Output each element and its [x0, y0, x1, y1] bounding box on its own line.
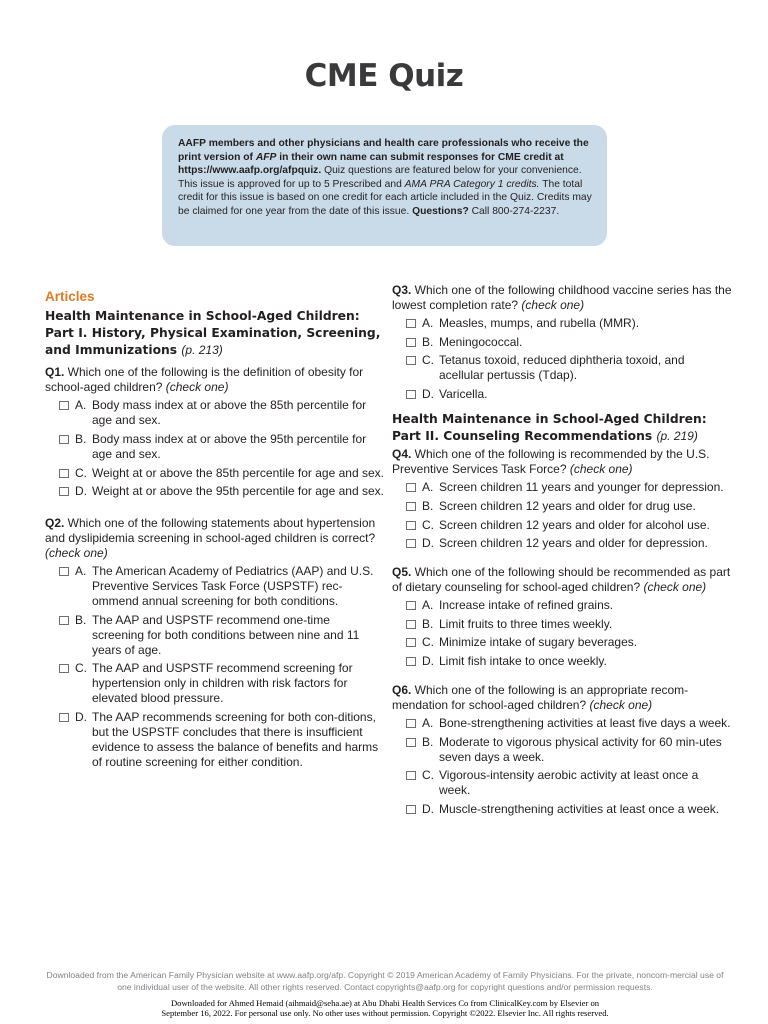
q2-stem: [45, 516, 385, 561]
question-q3: [392, 283, 732, 402]
checkbox-icon[interactable]: [406, 738, 416, 747]
right-column: [392, 283, 732, 820]
q1-hint: (check one): [165, 380, 229, 395]
checkbox-icon[interactable]: [406, 638, 416, 647]
option-text: Screen children 11 years and younger for depression.: [439, 480, 724, 495]
checkbox-icon[interactable]: [59, 435, 69, 444]
articles-label: Articles: [45, 289, 95, 304]
checkbox-icon[interactable]: [406, 620, 416, 629]
q1-stem: [45, 365, 385, 395]
option-text: The AAP and USPSTF recommend screening for hypertension only in children with risk factors for elevated blood pressure.: [92, 661, 353, 706]
q6-option[interactable]: [392, 802, 732, 817]
q5-stem-text: Which one of the following should be recommended as part of dietary counseling for school-aged children?: [392, 565, 731, 595]
q1-options: [45, 398, 385, 499]
checkbox-icon[interactable]: [406, 601, 416, 610]
option-text: Weight at or above the 95th percentile for age and sex.: [92, 484, 384, 499]
q5-hint: (check one): [643, 580, 707, 595]
q6-hint: (check one): [589, 697, 653, 712]
q3-stem: [392, 283, 732, 313]
option-letter: C.: [422, 768, 434, 783]
option-text: Minimize intake of sugary beverages.: [439, 635, 638, 650]
q4-option[interactable]: [392, 536, 732, 551]
q5-option[interactable]: [392, 598, 732, 613]
q6-stem-text: Which one of the following is an appropriate recom-mendation for school-aged children?: [392, 682, 689, 712]
option-text: Moderate to vigorous physical activity for 60 min-utes seven days a week.: [439, 734, 722, 764]
q5-option[interactable]: [392, 617, 732, 632]
checkbox-icon[interactable]: [406, 356, 416, 365]
option-letter: D.: [422, 653, 434, 668]
checkbox-icon[interactable]: [406, 521, 416, 530]
q6-stem: [392, 683, 732, 713]
option-letter: A.: [422, 480, 434, 495]
download-line-1: Downloaded for Ahmed Hemaid (aihmaid@seha.ae) at Abu Dhabi Health Services Co from ClinicalKey.com by Elsevier on: [170, 998, 600, 1008]
q3-number: Q3.: [392, 283, 412, 297]
download-line-2: September 16, 2022. For personal use only. No other uses without permission. Copyright ©2022. Elsevier Inc. All rights reserved.: [161, 1008, 609, 1018]
q4-option[interactable]: [392, 518, 732, 533]
checkbox-icon[interactable]: [406, 390, 416, 399]
q2-option[interactable]: [45, 661, 385, 706]
article2-page: (p. 219): [656, 428, 698, 443]
q1-option[interactable]: [45, 432, 385, 462]
checkbox-icon[interactable]: [59, 567, 69, 576]
q3-stem-text: Which one of the following childhood vaccine series has the lowest completion rate?: [392, 283, 732, 312]
checkbox-icon[interactable]: [59, 713, 69, 722]
option-text: Measles, mumps, and rubella (MMR).: [439, 316, 640, 330]
checkbox-icon[interactable]: [59, 664, 69, 673]
article2-title: [392, 411, 732, 445]
option-text: The AAP and USPSTF recommend one-time screening for both conditions between nine and 11 years of age.: [92, 612, 360, 657]
q4-hint: (check one): [569, 462, 633, 477]
info-phone: Call 800-274-2237.: [468, 205, 560, 217]
option-text: Varicella.: [439, 386, 488, 401]
checkbox-icon[interactable]: [406, 657, 416, 666]
option-letter: D.: [75, 484, 87, 499]
q4-options: [392, 480, 732, 551]
q1-option[interactable]: [45, 398, 385, 428]
q6-number: Q6.: [392, 682, 412, 697]
q5-number: Q5.: [392, 565, 412, 580]
q3-option[interactable]: [392, 387, 732, 402]
option-letter: D.: [422, 536, 434, 551]
q4-stem-text: Which one of the following is recommended by the U.S. Preventive Services Task Force?: [392, 447, 710, 477]
option-text: Limit fruits to three times weekly.: [439, 616, 613, 631]
info-afp: AFP: [255, 151, 277, 163]
option-letter: B.: [75, 612, 87, 627]
option-letter: C.: [422, 517, 434, 532]
option-text: Screen children 12 years and older for alcohol use.: [439, 517, 710, 532]
q2-option[interactable]: [45, 710, 385, 770]
option-letter: A.: [422, 598, 434, 613]
option-text: Vigorous-intensity aerobic activity at least once a week.: [439, 768, 699, 798]
option-text: Screen children 12 years and older for drug use.: [439, 498, 696, 513]
info-text-2: The total credit for this issue is based on one credit for each article included in the Quiz. Credits may be claimed for one year from the date of this issue.: [178, 178, 592, 217]
q4-stem: [392, 447, 732, 477]
q3-hint: (check one): [521, 298, 585, 312]
q2-number: Q2.: [45, 516, 65, 531]
option-text: Body mass index at or above the 85th percentile for age and sex.: [92, 398, 367, 428]
question-q2: [45, 516, 385, 770]
option-letter: C.: [422, 353, 434, 368]
q4-number: Q4.: [392, 447, 412, 462]
q3-option[interactable]: [392, 316, 732, 331]
option-letter: D.: [75, 709, 87, 724]
info-bold-intro: AAFP members and other physicians and health care professionals who receive the print version of: [178, 138, 589, 163]
checkbox-icon[interactable]: [59, 469, 69, 478]
checkbox-icon[interactable]: [406, 319, 416, 328]
article1-title-text: Health Maintenance in School-Aged Children: Part I. History, Physical Examination, Screening, and Immunizations: [45, 309, 381, 357]
option-letter: C.: [75, 661, 87, 676]
info-ama-credits: AMA PRA Category 1 credits.: [404, 178, 540, 190]
info-text-1: Quiz questions are featured below for your convenience. This issue is approved for up to 5 Prescribed and: [178, 165, 582, 190]
info-bold-mid: in their own name can submit responses for CME credit at https://www.aafp.org/afpquiz.: [178, 151, 564, 177]
checkbox-icon[interactable]: [59, 487, 69, 496]
q2-option[interactable]: [45, 564, 385, 609]
question-q1: [45, 365, 385, 499]
option-text: Weight at or above the 85th percentile for age and sex.: [92, 465, 384, 480]
option-text: The AAP recommends screening for both con-ditions, but the USPSTF concludes that there is insufficient evidence to assess the balance of benefits and harms of routine screening for either condition.: [92, 709, 379, 769]
page-title: CME Quiz: [304, 58, 464, 94]
question-q4: [392, 447, 732, 551]
checkbox-icon[interactable]: [406, 771, 416, 780]
q2-hint: (check one): [45, 546, 108, 561]
option-text: The American Academy of Pediatrics (AAP) and U.S. Preventive Services Task Force (USPSTF) rec-ommend annual screening for both conditions.: [92, 564, 374, 609]
q4-option[interactable]: [392, 499, 732, 514]
checkbox-icon[interactable]: [406, 805, 416, 814]
q1-stem-text: Which one of the following is the definition of obesity for school-aged children?: [45, 365, 364, 395]
q1-number: Q1.: [45, 365, 65, 380]
q6-options: [392, 716, 732, 817]
q3-option[interactable]: [392, 335, 732, 350]
checkbox-icon[interactable]: [59, 616, 69, 625]
left-column: [45, 288, 385, 774]
option-letter: A.: [422, 316, 434, 330]
checkbox-icon[interactable]: [406, 539, 416, 548]
q5-option[interactable]: [392, 635, 732, 650]
q3-option[interactable]: [392, 353, 732, 383]
option-letter: B.: [422, 616, 434, 631]
article2-title-text: Health Maintenance in School-Aged Children: Part II. Counseling Recommendations: [392, 411, 707, 443]
option-letter: C.: [75, 465, 87, 480]
option-text: Screen children 12 years and older for depression.: [439, 536, 708, 551]
option-text: Meningococcal.: [439, 334, 523, 349]
info-questions-label: Questions?: [412, 205, 469, 217]
option-letter: B.: [422, 734, 434, 749]
option-letter: C.: [422, 635, 434, 650]
option-letter: A.: [422, 715, 434, 730]
download-footer: [60, 998, 710, 1018]
q5-stem: [392, 565, 732, 595]
q6-option[interactable]: [392, 716, 732, 731]
option-letter: A.: [75, 398, 87, 413]
q5-options: [392, 598, 732, 669]
q2-option[interactable]: [45, 613, 385, 658]
q5-option[interactable]: [392, 654, 732, 669]
checkbox-icon[interactable]: [406, 502, 416, 511]
option-letter: B.: [75, 431, 87, 446]
option-text: Body mass index at or above the 95th percentile for age and sex.: [92, 431, 367, 461]
cme-info-box: [162, 125, 607, 246]
checkbox-icon[interactable]: [406, 483, 416, 492]
checkbox-icon[interactable]: [59, 401, 69, 410]
checkbox-icon[interactable]: [406, 338, 416, 347]
option-letter: B.: [422, 334, 434, 349]
q6-option[interactable]: [392, 735, 732, 765]
question-q5: [392, 565, 732, 669]
option-text: Tetanus toxoid, reduced diphtheria toxoid, and acellular pertussis (Tdap).: [439, 353, 685, 383]
option-letter: A.: [75, 564, 87, 579]
q4-option[interactable]: [392, 480, 732, 495]
q2-options: [45, 564, 385, 770]
q1-option[interactable]: [45, 466, 385, 481]
option-letter: D.: [422, 801, 434, 816]
q3-options: [392, 316, 732, 402]
option-letter: D.: [422, 386, 434, 401]
option-text: Increase intake of refined grains.: [439, 598, 614, 613]
option-text: Limit fish intake to once weekly.: [439, 653, 607, 668]
q2-stem-text: Which one of the following statements about hypertension and dyslipidemia screening in school-aged children is correct?: [45, 516, 376, 546]
q1-option[interactable]: [45, 484, 385, 499]
option-letter: B.: [422, 498, 434, 513]
checkbox-icon[interactable]: [406, 719, 416, 728]
article1-title: [45, 308, 385, 358]
q6-option[interactable]: [392, 768, 732, 798]
question-q6: [392, 683, 732, 817]
copyright-footer: Downloaded from the American Family Physician website at www.aafp.org/afp. Copyright © 2019 American Academy of Family Physicians. For the private, noncom-mercial use of one individual user of the website. All other rights reserved. Contact copyrights@aafp.org for copyright questions and/or permission requests.: [46, 970, 724, 992]
option-text: Bone-strengthening activities at least five days a week.: [439, 715, 731, 730]
article1-page: (p. 213): [181, 342, 223, 357]
option-text: Muscle-strengthening activities at least once a week.: [439, 801, 720, 816]
